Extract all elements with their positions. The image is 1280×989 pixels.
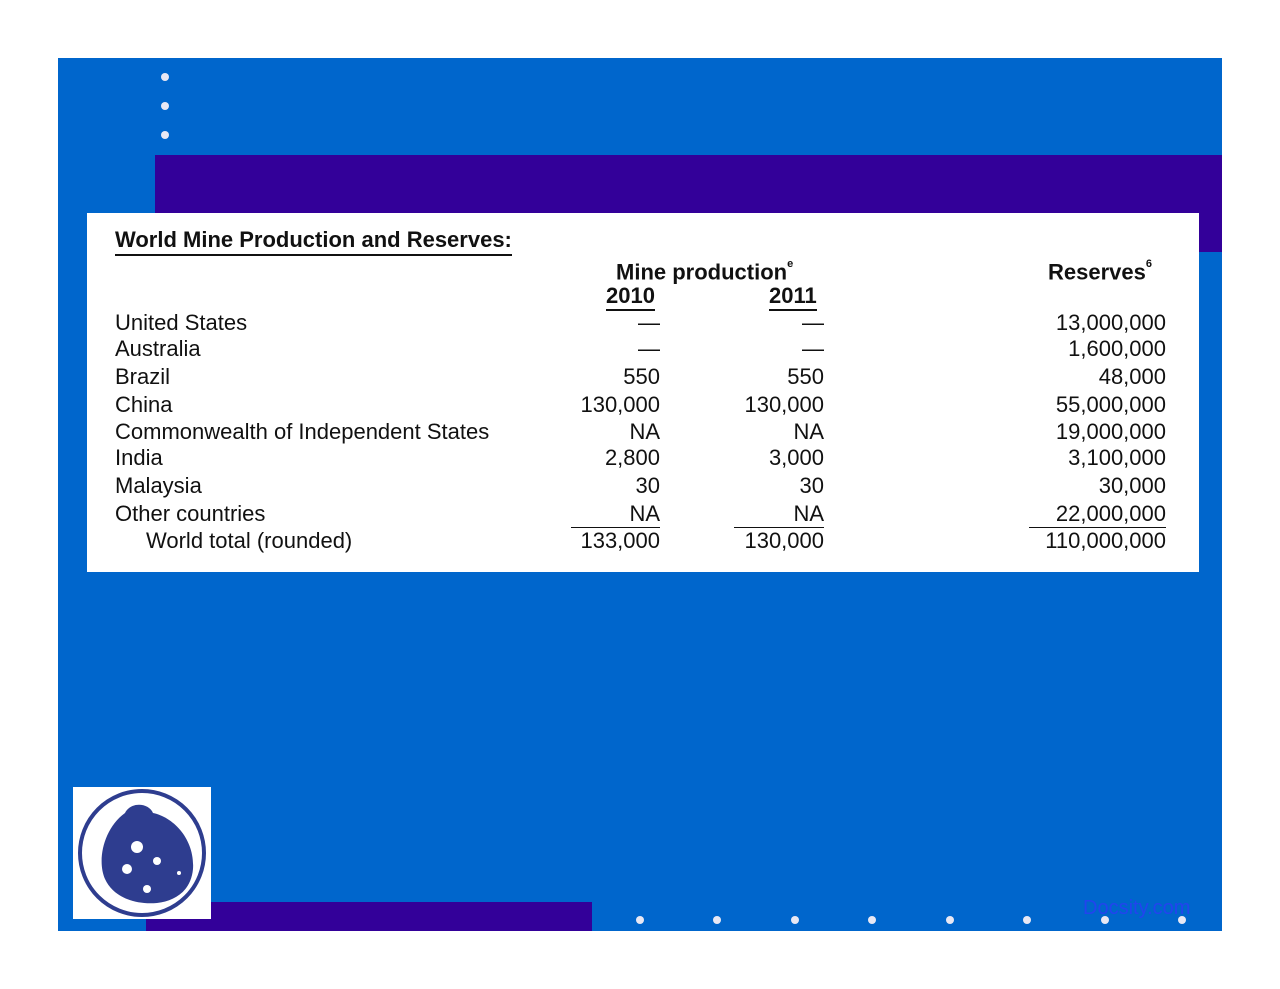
reserves-header <box>1048 255 1152 285</box>
country-cell: Other countries <box>115 501 266 526</box>
country-cell: United States <box>115 310 248 335</box>
country-cell: Commonwealth of Independent States <box>115 419 490 444</box>
production-2010-cell: 550 <box>623 364 660 389</box>
mine-production-header <box>616 255 793 285</box>
production-2011-cell: NA <box>734 501 824 528</box>
production-2010-cell: NA <box>571 501 660 528</box>
reserves-footnote: 6 <box>1145 258 1152 270</box>
total-2010-cell: 133,000 <box>580 528 660 553</box>
reserves-cell: 48,000 <box>1098 364 1166 389</box>
reserves-cell: 30,000 <box>1098 473 1166 498</box>
country-cell: Brazil <box>115 364 171 389</box>
bullet-dot <box>713 916 721 924</box>
production-2010-cell: 130,000 <box>580 392 660 417</box>
production-2011-cell: 30 <box>799 473 824 498</box>
total-label-cell: World total (rounded) <box>146 528 353 553</box>
country-cell: Australia <box>115 336 201 361</box>
bullet-dot <box>946 916 954 924</box>
year-2010-header: 2010 <box>606 283 655 311</box>
production-2011-cell: 3,000 <box>768 445 824 470</box>
mine-production-footnote: e <box>787 258 794 270</box>
reserves-cell: 19,000,000 <box>1055 419 1166 444</box>
year-2011-header: 2011 <box>769 283 817 311</box>
production-2010-cell: 30 <box>635 473 660 498</box>
production-2010-cell: — <box>638 336 660 361</box>
bullet-dot <box>161 131 169 139</box>
reserves-cell: 55,000,000 <box>1055 392 1166 417</box>
docsity-link[interactable]: Docsity.com <box>1083 897 1191 919</box>
production-table <box>87 213 1199 572</box>
production-2010-cell: NA <box>629 419 660 444</box>
reserves-cell: 22,000,000 <box>1029 501 1166 528</box>
docsity-logo-icon <box>73 787 211 919</box>
production-2011-cell: NA <box>793 419 824 444</box>
bullet-dot <box>636 916 644 924</box>
reserves-cell: 1,600,000 <box>1068 336 1166 361</box>
production-2011-cell: 130,000 <box>744 392 824 417</box>
bullet-dot <box>868 916 876 924</box>
production-2011-cell: 550 <box>787 364 824 389</box>
country-cell: Malaysia <box>115 473 202 498</box>
reserves-cell: 13,000,000 <box>1055 310 1166 335</box>
production-2011-cell: — <box>802 310 824 335</box>
total-2011-cell: 130,000 <box>744 528 824 553</box>
bullet-dot <box>161 73 169 81</box>
reserves-label: Reserves <box>1048 259 1146 285</box>
table-title: World Mine Production and Reserves: <box>115 227 512 256</box>
country-cell: India <box>115 445 163 470</box>
bullet-dot <box>1023 916 1031 924</box>
production-2011-cell: — <box>802 336 824 361</box>
bullet-dot <box>161 102 169 110</box>
bullet-dot <box>791 916 799 924</box>
production-2010-cell: — <box>638 310 660 335</box>
reserves-cell: 3,100,000 <box>1068 445 1166 470</box>
country-cell: China <box>115 392 173 417</box>
total-reserves-cell: 110,000,000 <box>1045 528 1166 553</box>
docsity-logo <box>73 787 211 919</box>
bottom-accent-band <box>146 902 592 931</box>
mine-production-label: Mine production <box>616 259 788 285</box>
production-2010-cell: 2,800 <box>604 445 660 470</box>
